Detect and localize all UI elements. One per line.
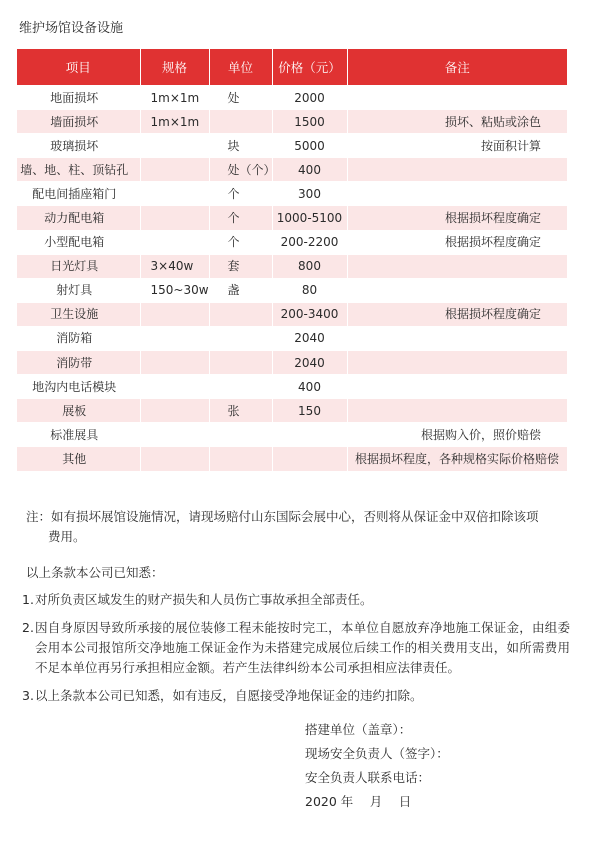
cell-unit xyxy=(209,110,272,134)
cell-unit: 个 xyxy=(209,230,272,254)
cell-price: 2000 xyxy=(272,86,347,110)
cell-unit xyxy=(209,302,272,326)
cell-spec xyxy=(140,206,209,230)
clause-item xyxy=(22,686,570,706)
cell-unit: 个 xyxy=(209,182,272,206)
cell-spec xyxy=(140,134,209,158)
cell-spec: 1m×1m xyxy=(140,110,209,134)
cell-note: 根据购入价，照价赔偿 xyxy=(347,423,567,447)
acknowledgement-heading: 以上条款本公司已知悉： xyxy=(26,565,164,580)
header-price: 价格（元） xyxy=(272,49,347,86)
cell-item: 日光灯具 xyxy=(17,254,140,278)
cell-price: 300 xyxy=(272,182,347,206)
cell-item: 配电间插座箱门 xyxy=(17,182,140,206)
header-note: 备注 xyxy=(347,49,567,86)
cell-unit xyxy=(209,375,272,399)
table-row xyxy=(17,158,567,182)
page-title: 维护场馆设备设施 xyxy=(19,21,124,36)
clause-item xyxy=(22,618,570,678)
cell-note: 损坏、粘贴或涂色 xyxy=(347,110,567,134)
cell-note xyxy=(347,351,567,375)
builder-seal-line: 搭建单位（盖章）： xyxy=(305,722,412,737)
clause-text: 因自身原因导致所承接的展位装修工程未能按时完工，本单位自愿放弃净地施工保证金，由组委会用本公司报馆所交净地施工保证金作为未搭建完成展位后续工作的相关费用支出，如所需费用不足本单位再另行承担相应金额。若产生法律纠纷本公司承担相应法律责任。 xyxy=(35,620,570,675)
clause-number: 3. xyxy=(22,688,34,703)
cell-item: 其他 xyxy=(17,447,140,471)
header-spec: 规格 xyxy=(140,49,209,86)
cell-item: 消防箱 xyxy=(17,326,140,350)
table-row xyxy=(17,110,567,134)
clause-text: 以上条款本公司已知悉，如有违反，自愿接受净地保证金的违约扣除。 xyxy=(35,688,423,703)
cell-spec xyxy=(140,447,209,471)
clause-number: 2. xyxy=(22,620,34,635)
cell-spec xyxy=(140,399,209,423)
cell-spec xyxy=(140,423,209,447)
cell-unit xyxy=(209,423,272,447)
cell-price: 2040 xyxy=(272,326,347,350)
table-row xyxy=(17,447,567,471)
cell-price: 1500 xyxy=(272,110,347,134)
cell-price: 200-3400 xyxy=(272,302,347,326)
cell-note xyxy=(347,278,567,302)
cell-note: 根据损坏程度确定 xyxy=(347,230,567,254)
cell-item: 消防带 xyxy=(17,351,140,375)
cell-spec xyxy=(140,230,209,254)
signature-block xyxy=(305,718,449,814)
table-row xyxy=(17,134,567,158)
cell-price: 150 xyxy=(272,399,347,423)
cell-price xyxy=(272,423,347,447)
cell-note: 根据损坏程度，各种规格实际价格赔偿 xyxy=(347,447,567,471)
clause-list xyxy=(22,590,570,714)
cell-note xyxy=(347,182,567,206)
table-row xyxy=(17,423,567,447)
table-row xyxy=(17,182,567,206)
cell-spec xyxy=(140,326,209,350)
cell-unit: 处 xyxy=(209,86,272,110)
cell-note: 根据损坏程度确定 xyxy=(347,302,567,326)
cell-spec: 3×40w xyxy=(140,254,209,278)
cell-unit: 套 xyxy=(209,254,272,278)
cell-price: 5000 xyxy=(272,134,347,158)
cell-note xyxy=(347,375,567,399)
damage-note xyxy=(26,507,574,547)
table-row xyxy=(17,326,567,350)
fee-table xyxy=(17,49,567,471)
header-unit: 单位 xyxy=(209,49,272,86)
cell-unit xyxy=(209,326,272,350)
cell-item: 动力配电箱 xyxy=(17,206,140,230)
table-row xyxy=(17,86,567,110)
cell-spec: 1m×1m xyxy=(140,86,209,110)
cell-item: 标准展具 xyxy=(17,423,140,447)
table-row xyxy=(17,302,567,326)
clause-item xyxy=(22,590,570,610)
cell-note xyxy=(347,158,567,182)
cell-note: 根据损坏程度确定 xyxy=(347,206,567,230)
table-row xyxy=(17,206,567,230)
cell-item: 展板 xyxy=(17,399,140,423)
table-row xyxy=(17,278,567,302)
cell-price: 400 xyxy=(272,375,347,399)
cell-item: 射灯具 xyxy=(17,278,140,302)
cell-spec xyxy=(140,351,209,375)
cell-note xyxy=(347,326,567,350)
cell-unit: 盏 xyxy=(209,278,272,302)
cell-spec xyxy=(140,158,209,182)
cell-note xyxy=(347,399,567,423)
cell-price xyxy=(272,447,347,471)
table-header-row xyxy=(17,49,567,86)
cell-spec xyxy=(140,302,209,326)
cell-unit: 个 xyxy=(209,206,272,230)
damage-note-line1: 注：如有损坏展馆设施情况，请现场赔付山东国际会展中心，否则将从保证金中双倍扣除该项 xyxy=(26,509,539,524)
cell-price: 2040 xyxy=(272,351,347,375)
cell-price: 80 xyxy=(272,278,347,302)
date-line: 2020 年 月 日 xyxy=(305,794,412,809)
cell-price: 200-2200 xyxy=(272,230,347,254)
cell-item: 卫生设施 xyxy=(17,302,140,326)
cell-note xyxy=(347,254,567,278)
table-row xyxy=(17,399,567,423)
cell-item: 墙、地、柱、顶钻孔 xyxy=(17,158,140,182)
cell-item: 地沟内电话模块 xyxy=(17,375,140,399)
cell-spec xyxy=(140,182,209,206)
cell-price: 400 xyxy=(272,158,347,182)
cell-price: 1000-5100 xyxy=(272,206,347,230)
table-row xyxy=(17,230,567,254)
damage-note-line2: 费用。 xyxy=(48,529,86,544)
safety-officer-signature-line: 现场安全负责人（签字）： xyxy=(305,746,449,761)
cell-unit: 张 xyxy=(209,399,272,423)
cell-note: 按面积计算 xyxy=(347,134,567,158)
cell-note xyxy=(347,86,567,110)
cell-price: 800 xyxy=(272,254,347,278)
cell-unit xyxy=(209,351,272,375)
cell-unit: 处（个） xyxy=(209,158,272,182)
cell-spec: 150~30w xyxy=(140,278,209,302)
cell-item: 小型配电箱 xyxy=(17,230,140,254)
contact-phone-line: 安全负责人联系电话： xyxy=(305,770,431,785)
header-item: 项目 xyxy=(17,49,140,86)
clause-number: 1. xyxy=(22,592,34,607)
cell-item: 玻璃损坏 xyxy=(17,134,140,158)
table-row xyxy=(17,375,567,399)
cell-spec xyxy=(140,375,209,399)
clause-text: 对所负责区域发生的财产损失和人员伤亡事故承担全部责任。 xyxy=(35,592,373,607)
table-row xyxy=(17,351,567,375)
cell-unit xyxy=(209,447,272,471)
table-row xyxy=(17,254,567,278)
cell-unit: 块 xyxy=(209,134,272,158)
cell-item: 地面损坏 xyxy=(17,86,140,110)
cell-item: 墙面损坏 xyxy=(17,110,140,134)
